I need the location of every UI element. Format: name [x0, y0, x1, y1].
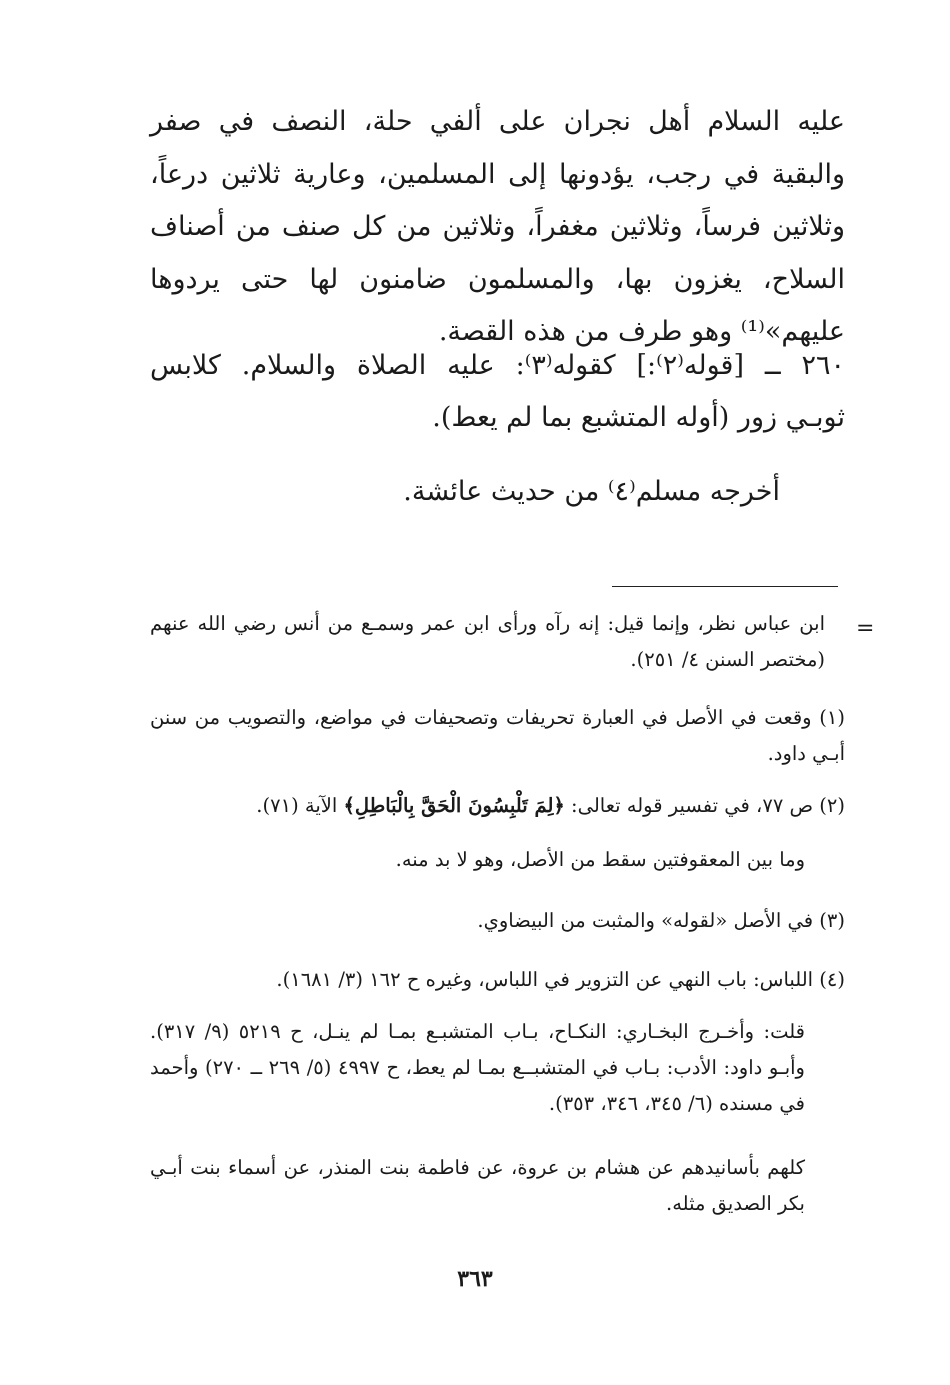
- footnote-1: [150, 700, 845, 772]
- footnote-1-text: (١) وقعت في الأصل في العبارة تحريفات وتصحيفات في مواضع، والتصويب من سنن أبـي داود.: [150, 706, 845, 765]
- takhrij-line: أخرجه مسلم⁽٤⁾ من حديث عائشة.: [403, 476, 780, 507]
- hadith-entry-260: [150, 340, 845, 444]
- page-number: ٣٦٣: [457, 1266, 493, 1292]
- hadith-entry-line-1: ٢٦٠ ــ [قوله⁽٢⁾:] كقوله⁽٣⁾: عليه الصلاة والسلام. كلابس: [150, 350, 846, 381]
- hadith-entry-line-2: ثوبـي زور (أوله المتشبع بما لم يعط).: [432, 402, 845, 433]
- footnote-3: (٣) في الأصل «لقوله» والمثبت من البيضاوي.: [477, 909, 845, 932]
- footnote-4-kull: [150, 1150, 805, 1222]
- footnote-2-note: وما بين المعقوفتين سقط من الأصل، وهو لا بد منه.: [395, 848, 805, 871]
- footnote-4-qult-text: قلت: وأخـرج البخـاري: النكـاح، بـاب المتشبـع بمـا لم ينـل، ح ٥٢١٩ (٩/ ٣١٧). وأبـو داود: الأدب: بـاب في المتشبــع بمـا لم يعط، ح ٤٩٩٧ (٥/ ٢٦٩ ــ ٢٧٠) وأحمد في مسنده (٦/ ٣٤٥، ٣٤٦، ٣٥٣).: [150, 1020, 805, 1115]
- main-text-block: [150, 96, 845, 359]
- footnote-4-qult: [150, 1014, 805, 1122]
- footnote-4: (٤) اللباس: باب النهي عن التزوير في اللباس، وغيره ح ١٦٢ (٣/ ١٦٨١).: [276, 968, 845, 991]
- main-paragraph: عليه السلام أهل نجران على ألفي حلة، النصف في صفر والبقية في رجب، يؤدونها إلى المسلمين، وعارية ثلاثين درعاً، وثلاثين فرساً، وثلاثين مغفراً، وثلاثين من كل صنف من أصناف السلاح، يغزون بها، والمسلمون ضامنون لها حتى يردوها عليهم»⁽¹⁾ وهو طرف من هذه القصة.: [150, 106, 845, 347]
- footnote-2: [200, 788, 845, 824]
- continuation-mark: =: [856, 616, 875, 641]
- footnote-2-verse-ref: الآية (٧١).: [256, 794, 338, 817]
- footnote-separator: [612, 586, 838, 587]
- footnote-2-text: (٢) ص ٧٧، في تفسير قوله تعالى:: [571, 794, 845, 817]
- footnote-4-kull-text: كلهم بأسانيدهم عن هشام بن عروة، عن فاطمة بنت المنذر، عن أسماء بنت أبـي بكر الصديق مثله.: [150, 1156, 805, 1215]
- footnote-continuation-text: ابن عباس نظر، وإنما قيل: إنه رآه ورأى ابن عمر وسمـع من أنس رضي الله عنهم (مختصر السنن ٤/ ٢٥١).: [150, 612, 825, 671]
- quran-verse: ﴿لِمَ تَلْبِسُونَ الْحَقَّ بِالْبَاطِلِ﴾: [343, 794, 565, 817]
- footnote-continuation: [150, 606, 825, 678]
